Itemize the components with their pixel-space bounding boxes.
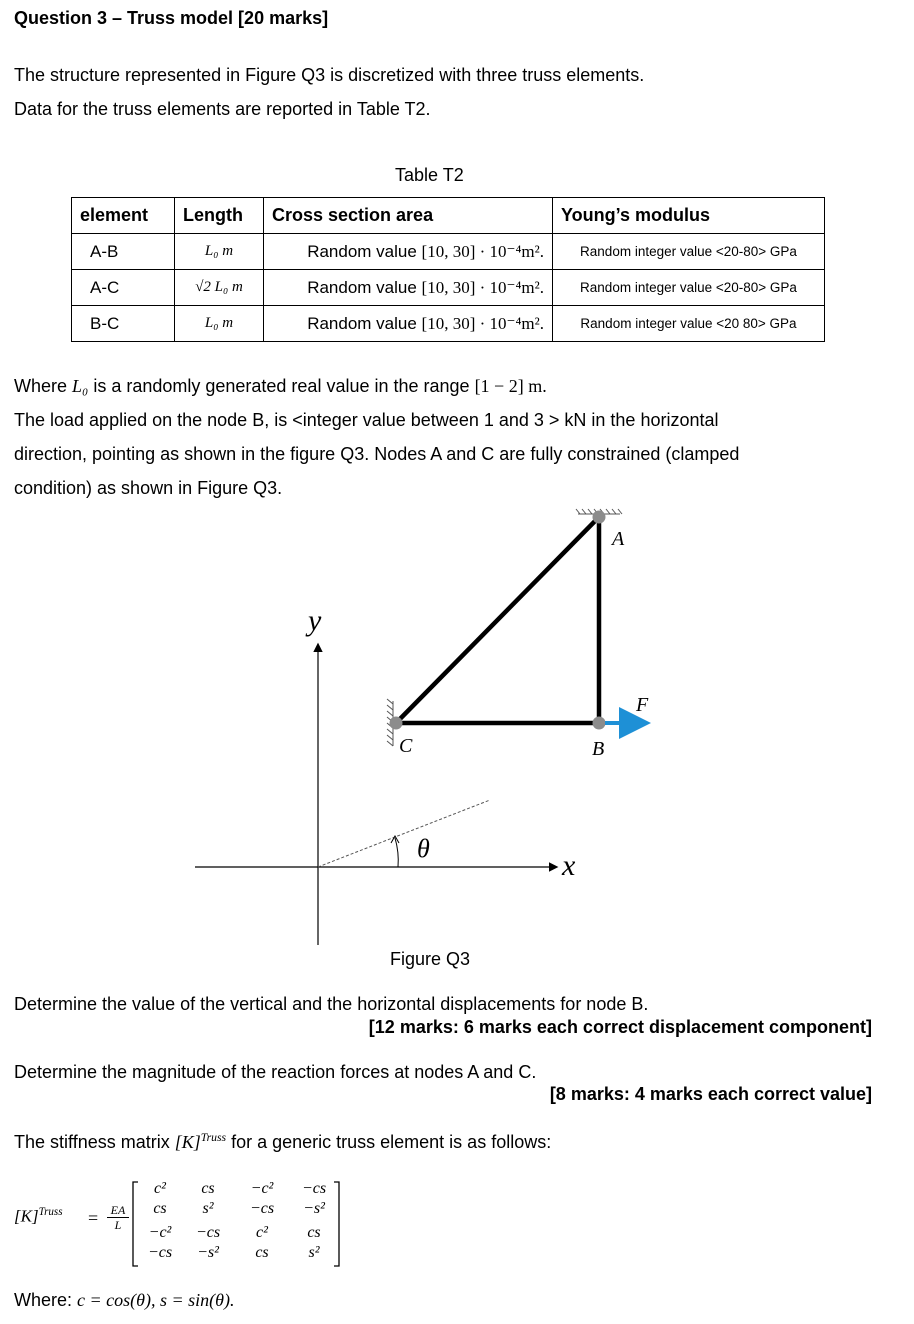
matrix-cell: c² <box>256 1224 268 1241</box>
var-l0: L₀ <box>72 376 89 396</box>
desc-text: Where <box>14 376 73 396</box>
label-a: A <box>612 528 625 550</box>
factor-den: L <box>114 1218 122 1232</box>
desc-line-3: direction, pointing as shown in the figure Q3. Nodes A and C are fully constrained (clamped <box>14 444 740 464</box>
truss-data-table <box>71 197 825 342</box>
rotated-axis <box>318 800 490 867</box>
area-prefix: Random value <box>307 313 422 333</box>
theta-label: θ <box>417 834 430 863</box>
range-math: [1 − 2] m. <box>474 376 547 396</box>
question-heading: Question 3 – Truss model [20 marks] <box>14 8 329 28</box>
desc-text: is a randomly generated real value in the range <box>88 376 475 396</box>
intro-line-2: Data for the truss elements are reported in Table T2. <box>14 99 431 119</box>
table-row <box>72 270 825 306</box>
truss-figure <box>0 500 914 970</box>
desc-line-1 <box>14 376 547 397</box>
matrix-cell: −cs <box>249 1200 275 1217</box>
where-text: Where: <box>14 1290 78 1310</box>
cell-area <box>264 306 553 342</box>
y-axis-label: y <box>308 604 322 637</box>
matrix-cell: −c² <box>148 1224 172 1241</box>
matrix-lhs <box>14 1206 63 1227</box>
label-b: B <box>592 738 605 760</box>
table-row <box>72 234 825 270</box>
cell-length: L₀ m <box>175 234 264 270</box>
k-symbol-sup: Truss <box>200 1131 227 1144</box>
cell-modulus: Random integer value <20-80> GPa <box>553 270 825 306</box>
matrix-cell: c² <box>154 1180 166 1197</box>
matrix-cell: −c² <box>250 1180 274 1197</box>
cell-modulus: Random integer value <20 80> GPa <box>553 306 825 342</box>
intro-line-1: The structure represented in Figure Q3 is discretized with three truss elements. <box>14 65 645 85</box>
where-math: c = cos(θ), s = sin(θ). <box>77 1290 235 1310</box>
table-caption: Table T2 <box>395 165 464 185</box>
area-prefix: Random value <box>307 241 422 261</box>
cell-element: A-C <box>72 270 175 306</box>
angle-arc <box>395 838 398 867</box>
cell-length: L₀ m <box>175 306 264 342</box>
member-a-c <box>396 517 599 723</box>
matrix-cell: s² <box>308 1244 320 1261</box>
matrix-cell: −cs <box>195 1224 221 1241</box>
lhs-base: [K] <box>14 1206 39 1226</box>
stiffness-text: The stiffness matrix <box>14 1132 175 1152</box>
area-prefix: Random value <box>307 277 422 297</box>
area-math: [10, 30] · 10⁻⁴m². <box>421 277 544 297</box>
header-modulus: Young’s modulus <box>553 198 825 234</box>
header-length: Length <box>175 198 264 234</box>
matrix-cell: cs <box>307 1224 321 1241</box>
cell-area <box>264 234 553 270</box>
matrix-cell: −s² <box>197 1244 219 1261</box>
header-element: element <box>72 198 175 234</box>
task1-text: Determine the value of the vertical and the horizontal displacements for node B. <box>14 994 649 1014</box>
node-b <box>593 717 606 730</box>
x-axis-label: x <box>562 849 576 882</box>
label-f: F <box>636 694 649 716</box>
node-c <box>390 717 403 730</box>
matrix-cell: −s² <box>303 1200 325 1217</box>
k-symbol-base: [K] <box>174 1132 201 1152</box>
matrix-cell: cs <box>255 1244 269 1261</box>
stiffness-text: for a generic truss element is as follows: <box>226 1132 552 1152</box>
equals-sign: = <box>88 1208 99 1228</box>
desc-line-4: condition) as shown in Figure Q3. <box>14 478 283 498</box>
task2-marks: [8 marks: 4 marks each correct value] <box>549 1084 872 1104</box>
node-a <box>593 511 606 524</box>
matrix-cell: −cs <box>147 1244 173 1261</box>
k-symbol <box>175 1132 226 1152</box>
factor-fraction <box>107 1203 129 1232</box>
lhs-sup: Truss <box>38 1206 63 1218</box>
area-math: [10, 30] · 10⁻⁴m². <box>421 313 544 333</box>
matrix-cell: cs <box>153 1200 167 1217</box>
cell-element: A-B <box>72 234 175 270</box>
table-row <box>72 306 825 342</box>
task1-marks: [12 marks: 6 marks each correct displacement component] <box>368 1017 872 1037</box>
factor-num: EA <box>107 1203 129 1218</box>
cell-modulus: Random integer value <20-80> GPa <box>553 234 825 270</box>
figure-caption: Figure Q3 <box>390 949 471 969</box>
cell-area <box>264 270 553 306</box>
matrix-cell: −cs <box>301 1180 327 1197</box>
cell-length: √2 L₀ m <box>175 270 264 306</box>
stiffness-intro <box>14 1131 551 1153</box>
desc-line-2: The load applied on the node B, is <integer value between 1 and 3 > kN in the horizontal <box>14 410 719 430</box>
label-c: C <box>399 735 413 757</box>
matrix-cell: s² <box>202 1200 214 1217</box>
where-line <box>14 1290 234 1311</box>
matrix-cell: cs <box>201 1180 215 1197</box>
area-math: [10, 30] · 10⁻⁴m². <box>421 241 544 261</box>
cell-element: B-C <box>72 306 175 342</box>
header-area: Cross section area <box>264 198 553 234</box>
task2-text: Determine the magnitude of the reaction forces at nodes A and C. <box>14 1062 537 1082</box>
